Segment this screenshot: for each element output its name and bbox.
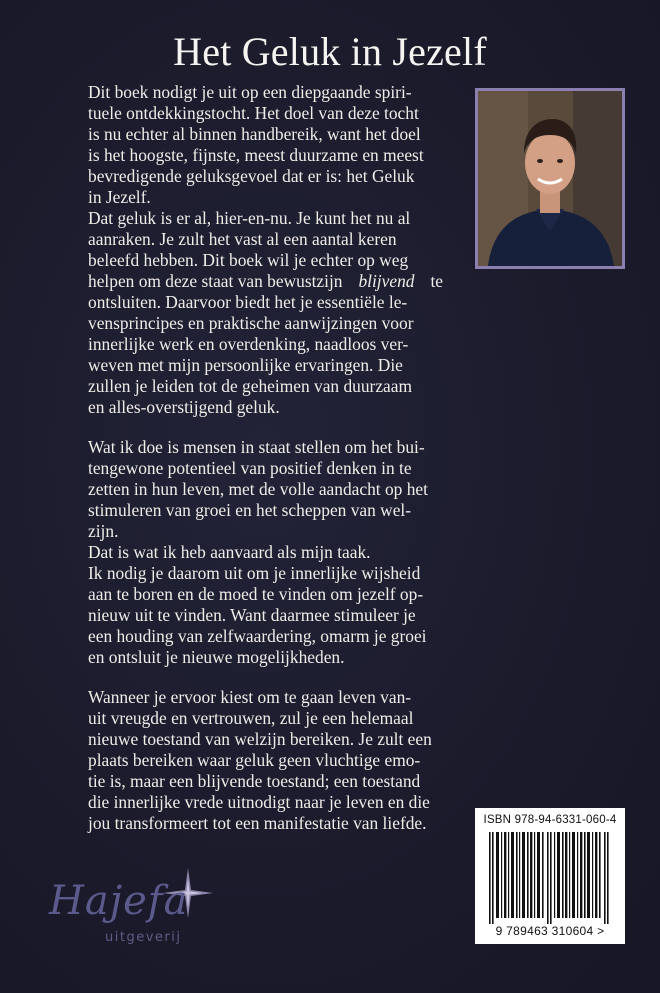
blurb-line: een houding van zelfwaardering, omarm je groei: [88, 626, 427, 646]
blurb-line: beleefd hebben. Dit boek wil je echter op weg: [88, 250, 409, 270]
blurb-line: ontsluiten. Daarvoor biedt het je essentiële le-: [88, 292, 408, 312]
blurb-line: bevredigende geluksgevoel dat er is: het Geluk: [88, 166, 415, 186]
blurb-line: aanraken. Je zult het vast al een aantal keren: [88, 229, 397, 249]
isbn-number: ISBN 978-94-6331-060-4: [483, 814, 617, 826]
blurb-line: Dat geluk is er al, hier-en-nu. Je kunt het nu al: [88, 208, 411, 228]
barcode-bars: [481, 832, 619, 924]
blurb-line: zullen je leiden tot de geheimen van duurzaam: [88, 376, 413, 396]
blurb-line: en alles-overstijgend geluk.: [88, 397, 280, 417]
blurb-line: stimuleren van groei en het scheppen van wel-: [88, 500, 412, 520]
blurb-line-part: te: [430, 271, 443, 291]
publisher-name: Hajefa: [49, 878, 189, 924]
blurb-line: zetten in hun leven, met de volle aandacht op het: [88, 479, 428, 499]
blurb-line: en ontsluit je nieuwe mogelijkheden.: [88, 647, 345, 667]
blurb-line: aan te boren en de moed te vinden om jezelf op-: [88, 584, 424, 604]
blurb-line: tengewone potentieel van positief denken in te: [88, 458, 412, 478]
blurb-line: innerlijke werk en overdenking, naadloos ver-: [88, 334, 409, 354]
blurb-line: vensprincipes en praktische aanwijzingen voor: [88, 313, 414, 333]
blurb: [88, 82, 443, 834]
blurb-line: Wat ik doe is mensen in staat stellen om het bui-: [88, 437, 425, 457]
publisher-subtitle: uitgeverij: [105, 930, 182, 945]
blurb-line: Ik nodig je daarom uit om je innerlijke wijsheid: [88, 563, 421, 583]
blurb-line: is het hoogste, fijnste, meest duurzame en meest: [88, 145, 424, 165]
blurb-line: uit vreugde en vertrouwen, zul je een helemaal: [88, 708, 414, 728]
author-portrait: [475, 88, 625, 269]
blurb-line: tie is, maar een blijvende toestand; een toestand: [88, 771, 421, 791]
blurb-line: [88, 271, 443, 292]
blurb-line: plaats bereiken waar geluk geen vluchtige emo-: [88, 750, 421, 770]
blurb-line: tuele ontdekkingstocht. Het doel van deze tocht: [88, 103, 419, 123]
blurb-line: die innerlijke vrede uitnodigt naar je leven en die: [88, 792, 430, 812]
barcode-digits: 9 789463 310604 >: [495, 924, 605, 938]
blurb-line: is nu echter al binnen handbereik, want het doel: [88, 124, 421, 144]
blurb-line: nieuwe toestand van welzijn bereiken. Je zult een: [88, 729, 432, 749]
emphasis-word: blijvend: [358, 271, 415, 291]
paragraph-gap: [88, 668, 443, 687]
blurb-line: nieuw uit te vinden. Want daarmee stimuleer je: [88, 605, 416, 625]
portrait-illustration: [478, 91, 622, 266]
blurb-line: in Jezelf.: [88, 187, 151, 207]
blurb-line: Dit boek nodigt je uit op een diepgaande spiri-: [88, 82, 412, 102]
book-title: Het Geluk in Jezelf: [173, 29, 487, 74]
blurb-line: Dat is wat ik heb aanvaard als mijn taak.: [88, 542, 371, 562]
paragraph-gap: [88, 418, 443, 437]
blurb-line-part: helpen om deze staat van bewustzijn: [88, 271, 343, 291]
blurb-line: zijn.: [88, 521, 119, 541]
isbn-barcode: [475, 808, 625, 944]
blurb-line: jou transformeert tot een manifestatie van liefde.: [88, 813, 427, 833]
publisher-logo: [45, 868, 235, 958]
blurb-line: weven met mijn persoonlijke ervaringen. Die: [88, 355, 403, 375]
blurb-line: Wanneer je ervoor kiest om te gaan leven van-: [88, 687, 412, 707]
